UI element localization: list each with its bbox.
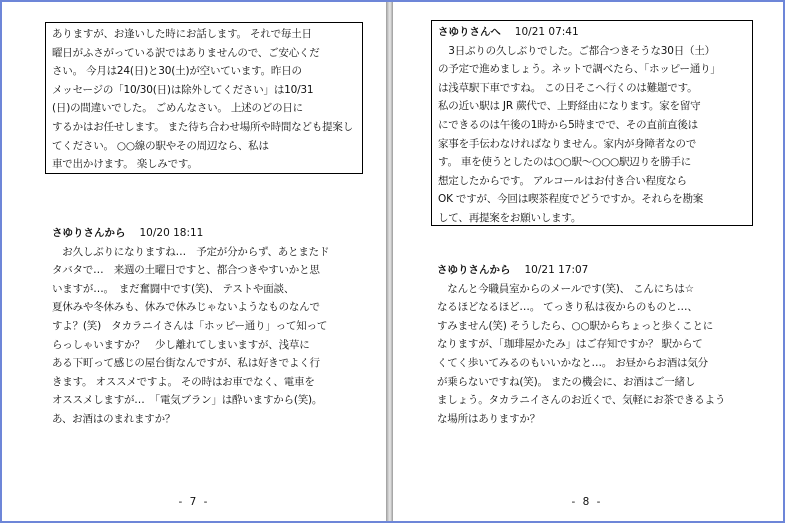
message-body: なんと今職員室からのメールです(笑)、 こんにちは☆ なるほどなるほど…。 てっきり私は夜からのものと…、 すみません(笑) そうしたら、○○駅からちょっと歩くことに なりますが、「珈琲屋かたみ」はご存知ですか？ 駅からて くてく歩いてみるのもいいかなと…。 お昼からお酒は気分 が乗らないですね(笑)。 またの機会に、お酒はご一緒し ましょう。タカラニイさんのお近くで、気軽にお茶できるよう な場所はありますか？ [437, 282, 726, 425]
quoted-message-text: ありますが、お逢いした時にお話します。 それで毎土日 曜日がふさがっている訳ではありませんので、ご安心くだ さい。 今月は24(日)と30(土)が空いています。昨日の メッセージの「10/30(日)は除外してください」は10/31 (日)の間違いでした。 ごめんなさい。 上述のどの日に するかはお任せします。 また待ち合わせ場所や時間なども提案してください。 ○○線の駅やその周辺なら、私は 車で出かけます。 楽しみです。 [52, 28, 353, 171]
message-sender: さゆりさんへ [438, 26, 501, 38]
page-7 [2, 2, 386, 521]
message-body: お久しぶりになりますね… 予定が分からず、あとまたド タバタで… 来週の土曜日ですと、都合つきやすいかと思 いますが…。 まだ奮闘中です(笑)、 テストや面談、 夏休みや冬休みも、休みで休みじゃないようなものなんで すよ？(笑) タカラニイさんは「ホッピー通り」って知って らっしゃいますか？ 少し離れてしまいますが、浅草に ある下町って感じの屋台街なんですが、私は好きでよく行 きます。 オススメですよ。 その時はお車でなく、電車を オススメしますが… 「電気ブラン」は酔いますから(笑)。 あ、お酒はのまれますか？ [52, 245, 330, 425]
message-datetime: 10/21 17:07 [524, 264, 589, 276]
page-8 [393, 2, 781, 521]
message-datetime: 10/20 18:11 [139, 227, 204, 239]
message-sender: さゆりさんから [437, 264, 511, 276]
sent-message-box [431, 20, 753, 226]
message-block [52, 224, 372, 429]
message-header [437, 261, 759, 280]
message-header [52, 224, 372, 243]
page-number: - 8 - [571, 496, 603, 508]
message-header [438, 23, 746, 42]
message-datetime: 10/21 07:41 [514, 26, 579, 38]
message-body: 3日ぶりの久しぶりでした。ご都合つきそうな30日（土） の予定で進めましょう。ネットで調べたら、「ホッピー通り」 は浅草駅下車ですね。 この日そこへ行くのは難題です。 私の近い駅は JR 蕨代で、上野経由になります。家を留守 にできるのは午後の1時から5時までで、その直前直後は 家事を手伝わなければなりません。家内が身障者なので す。 車を使うとしたのは○○駅～○○○駅辺りを勝手に 想定したからです。 アルコールはお付き合い程度なら OK ですが、今回は喫茶程度でどうですか。それらを勘案 して、再提案をお願いします。 [438, 44, 721, 224]
page-gutter [386, 2, 393, 521]
page-number: - 7 - [178, 496, 210, 508]
message-sender: さゆりさんから [52, 227, 126, 239]
quoted-message-box [45, 22, 363, 174]
message-block [437, 261, 759, 428]
